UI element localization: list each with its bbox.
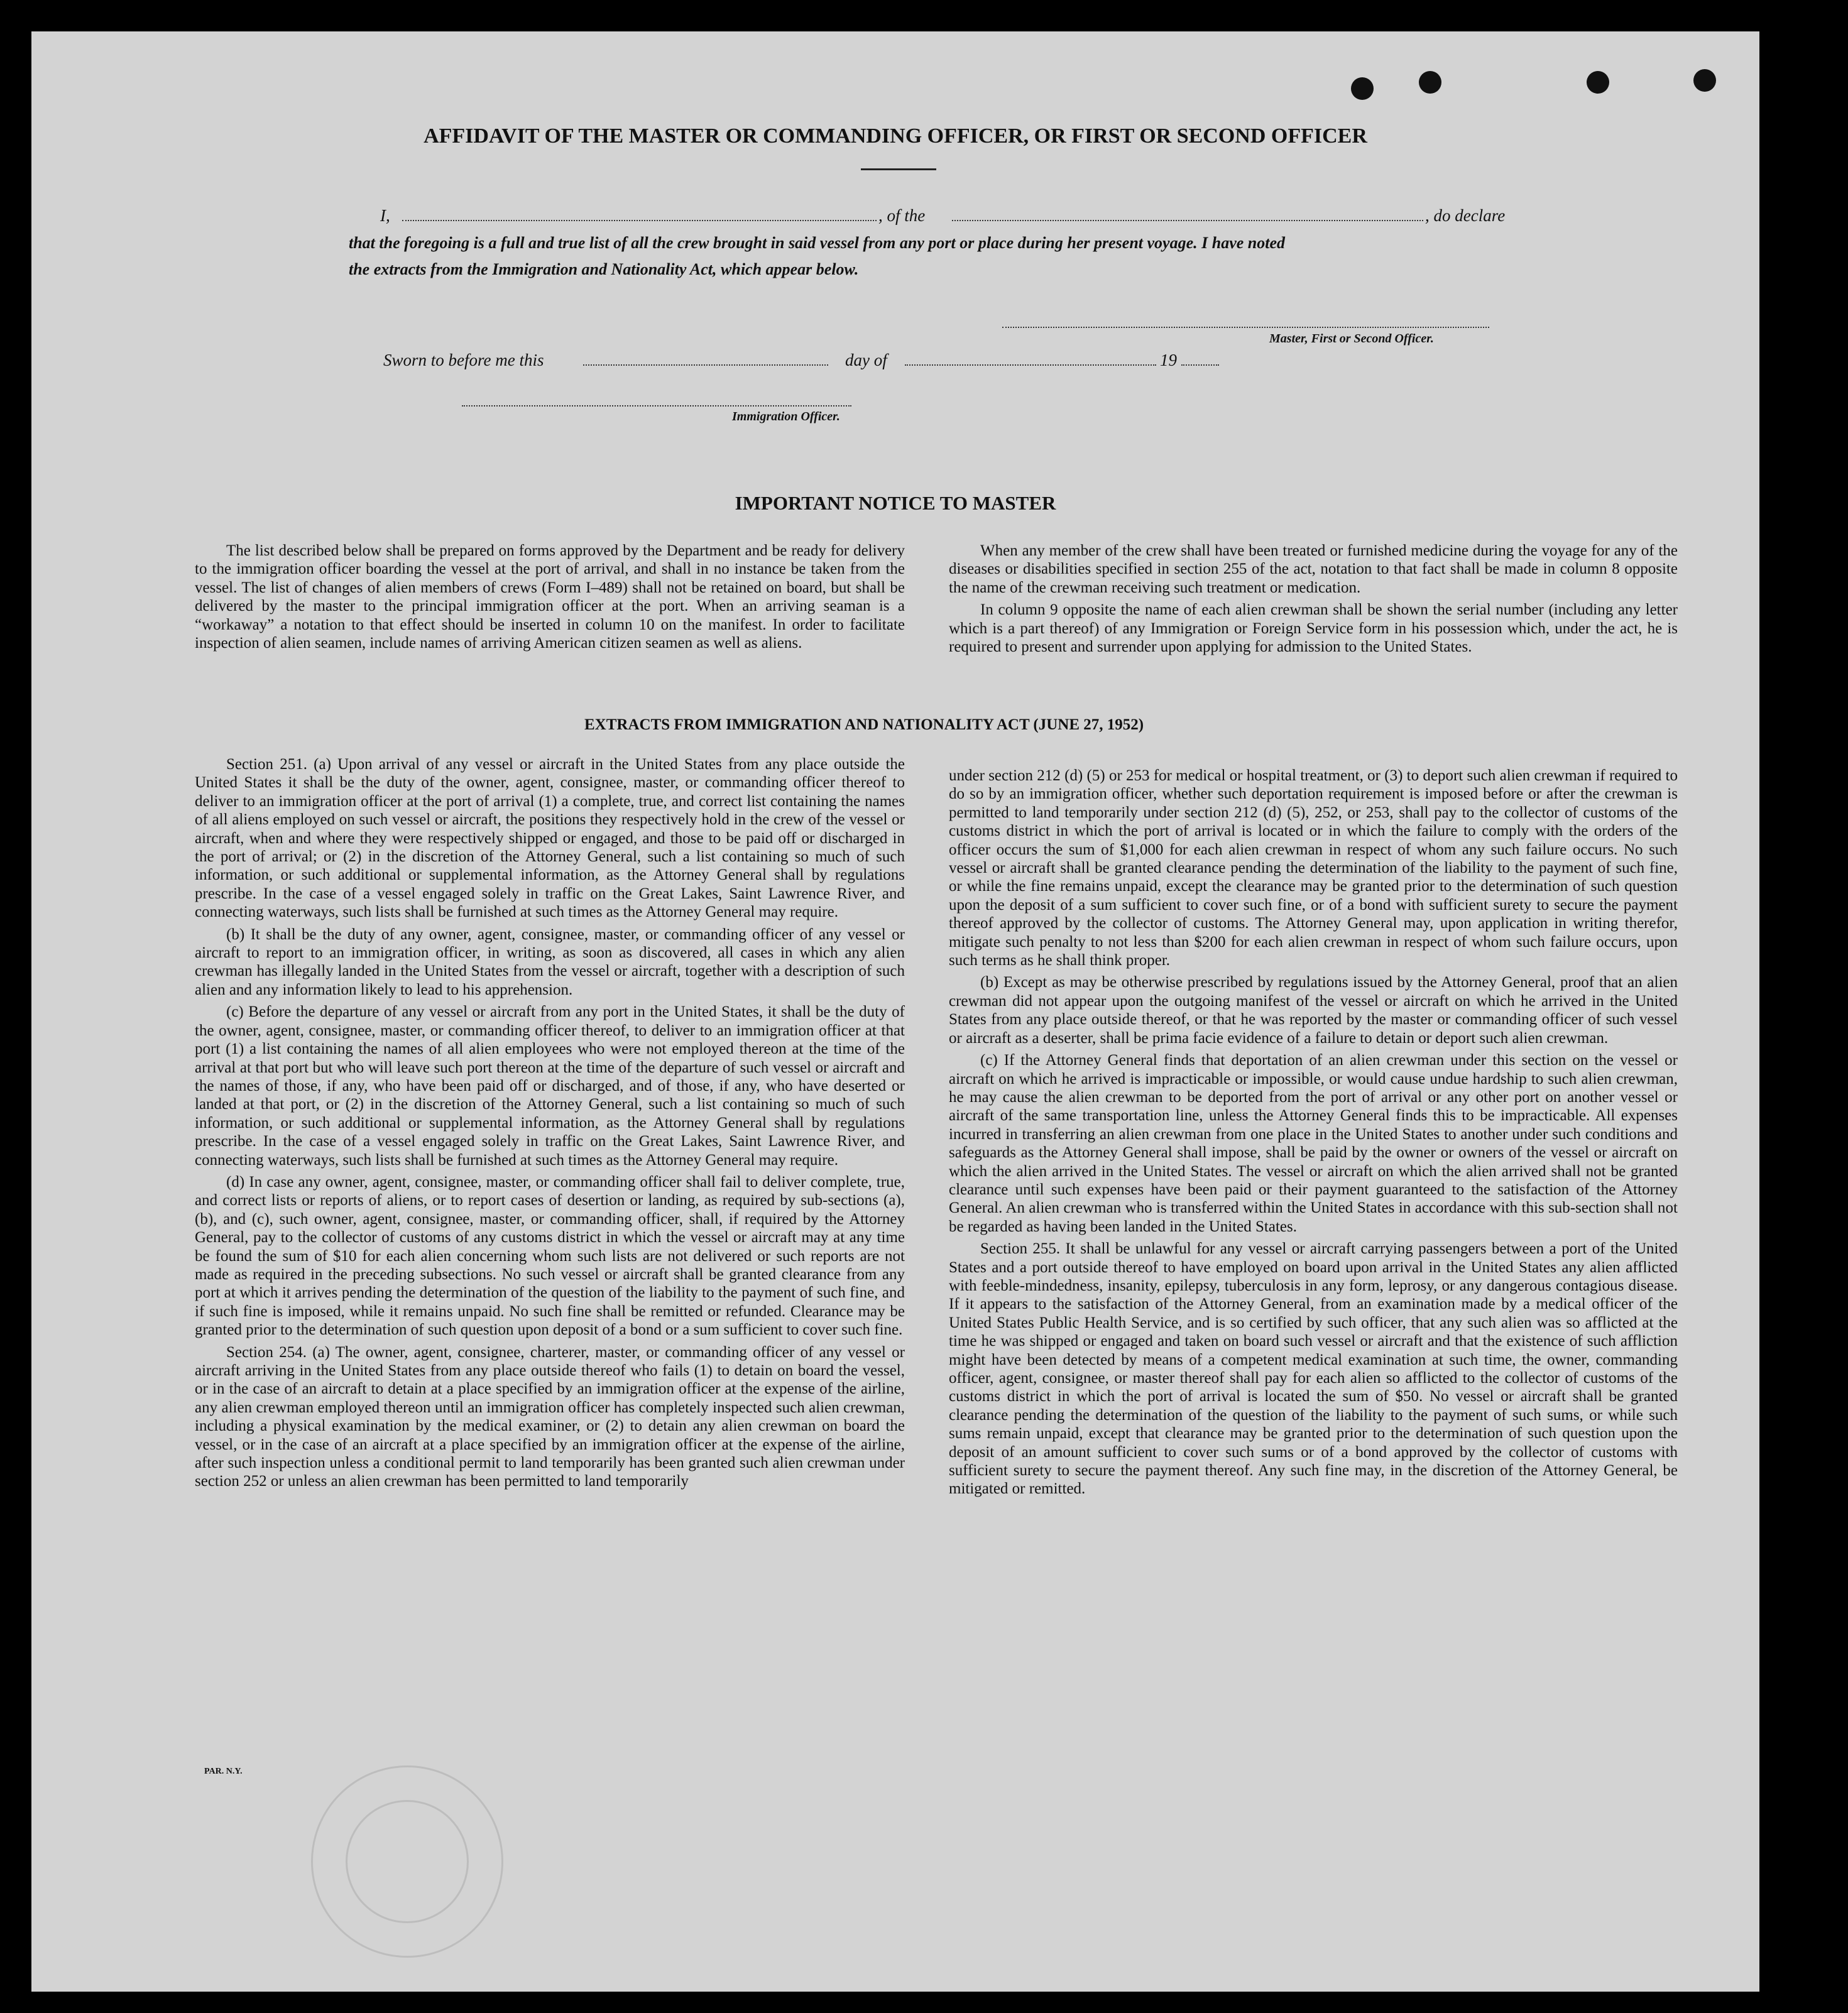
binder-tab-2 [1766,212,1791,288]
affidavit-title: AFFIDAVIT OF THE MASTER OR COMMANDING OFFICER, OR FIRST OR SECOND OFFICER [424,124,1367,148]
punch-hole-4 [1693,69,1716,92]
declare-i: I, [380,206,390,225]
section-254-c: (c) If the Attorney General finds that deportation of an alien crewman under this section on the vessel or aircraft on which he arrived is impracticable or impossible, or would cause undue hardship to such alien crewman, he may cause the alien crewman to be deported from the port of arrival or any other port on another vessel or aircraft of the same transportation line, unless the Attorney General finds this to be impracticable. All expenses incurred in transferring an alien crewman from one place in the United States to another under such conditions and safeguards as the Attorney General shall impose, shall be paid by the owner or owners of the vessel or aircraft on which the alien arrived in the United States. The vessel or aircraft on which the alien arrived shall not be granted clearance until such expenses have been paid or their payment guaranteed to the satisfaction of the Attorney General. An alien crewman who is transferred within the United States in accordance with this sub-section shall not be regarded as having been landed in the United States. [949,1052,1678,1235]
notice-right-paragraph-2: In column 9 opposite the name of each alien crewman shall be shown the serial number (including any letter which is a part thereof) of any Immigration or Foreign Service form in his possession which, under the act, he is required to present and surrender upon applying for admission to the United States. [949,601,1678,656]
extracts-left-column [195,755,905,1495]
declarant-name-field[interactable] [402,220,877,221]
notice-left-paragraph: The list described below shall be prepared on forms approved by the Department and be ready for delivery to the immigration officer boarding the vessel at the port of arrival, and shall in no instance be taken from the vessel. The list of changes of alien members of crews (Form I–489) shall not be retained on board, but shall be delivered by the master to the principal immigration officer at the port. When an arriving seaman is a “workaway” a notation to that effect should be inserted in column 10 on the manifest. In order to facilitate inspection of alien seamen, include names of arriving American citizen seamen as well as aliens. [195,542,905,652]
section-254-b: (b) Except as may be otherwise prescribed by regulations issued by the Attorney General, proof that an alien crewman did not appear upon the outgoing manifest of the vessel or aircraft on which he arrived in the United States from any place outside thereof, or that he was reported by the master or commanding officer of such vessel or aircraft as a deserter, shall be prima facie evidence of a failure to detain or deport such alien crewman. [949,974,1678,1047]
title-rule [861,168,936,170]
signature-master-label: Master, First or Second Officer. [1269,332,1434,346]
vessel-name-field[interactable] [952,220,1423,221]
printer-mark: PAR. N.Y. [204,1767,243,1776]
notice-left-column [195,542,905,656]
year-prefix: 19 [1160,351,1177,369]
immigration-officer-label: Immigration Officer. [732,410,840,423]
immigration-officer-signature-field[interactable] [462,405,851,406]
punch-hole-1 [1351,77,1374,100]
faint-stamp-inner-ring [346,1800,469,1923]
sworn-month-field[interactable] [905,364,1156,366]
sworn-text: Sworn to before me this [383,351,544,369]
sworn-year-field[interactable] [1181,364,1219,366]
notice-title: IMPORTANT NOTICE TO MASTER [735,492,1056,514]
declare-of-the: , of the [878,206,926,225]
notice-right-paragraph-1: When any member of the crew shall have been treated or furnished medicine during the voyage for any of the diseases or disabilities specified in section 255 of the act, notation to that fact shall be made in column 8 opposite the name of the crewman receiving such treatment or medication. [949,542,1678,596]
declare-end: , do declare [1425,206,1506,225]
section-251-b: (b) It shall be the duty of any owner, agent, consignee, master, or commanding officer of any vessel or aircraft to report to an immigration officer, in writing, as soon as discovered, all cases in which any alien crewman has illegally landed in the United States from the vessel or aircraft, together with a description of such alien and any information likely to lead to his apprehension. [195,925,905,998]
section-251-a: Section 251. (a) Upon arrival of any vessel or aircraft in the United States from any place outside the United States it shall be the duty of the owner, agent, consignee, master, or commanding officer thereof to deliver to an immigration officer at the port of arrival (1) a complete, true, and correct list containing the names of all aliens employed on such vessel or aircraft, the positions they respectively hold in the crew of the vessel or aircraft, when and where they were respectively shipped or engaged, and those to be paid off or discharged in the port of arrival; or (2) in the discretion of the Attorney General, such a list containing so much of such information, or such additional or supplemental information, as the Attorney General shall by regulations prescribe. In the case of a vessel engaged solely in traffic on the Great Lakes, Saint Lawrence River, and connecting waterways, such lists shall be furnished at such times as the Attorney General may require. [195,756,905,921]
section-254-a-continued: under section 212 (d) (5) or 253 for medical or hospital treatment, or (3) to deport such alien crewman if required to do so by an immigration officer, whether such deportation requirement is imposed before or after the crewman is permitted to land temporarily under section 212 (d) (5), 252, or 253, shall pay to the collector of customs of the customs district in which the port of arrival is located or in which the failure to comply with the orders of the officer occurs the sum of $1,000 for each alien crewman in respect of whom any such failure occurs. No such vessel or aircraft shall be granted clearance pending the determination of the liability to the payment of such fine, or while the fine remains unpaid, except the clearance may be granted prior to the determination of such question upon the deposit of a sum sufficient to cover such fine, or of a bond with sufficient surety to secure the payment thereof approved by the collector of customs. The Attorney General may, upon application in writing therefor, mitigate such penalty to not less than $200 for each alien crewman in respect of whom such failure occurs, upon such terms as he shall think proper. [949,767,1678,969]
punch-hole-2 [1419,71,1441,94]
notice-right-column [949,542,1678,660]
sworn-day-field[interactable] [583,364,828,366]
extracts-title: EXTRACTS FROM IMMIGRATION AND NATIONALITY ACT (JUNE 27, 1952) [584,716,1144,733]
section-254-a: Section 254. (a) The owner, agent, consignee, charterer, master, or commanding officer of any vessel or aircraft arriving in the United States from any place outside thereof who fails (1) to detain on board the vessel, or in the case of an aircraft to detain at a place specified by an immigration officer at the expense of the airline, any alien crewman employed thereon until an immigration officer has completely inspected such alien crewman, including a physical examination by the medical examiner, or (2) to detain any alien crewman on board the vessel, or in the case of an aircraft at a place specified by an immigration officer at the expense of the airline, after such inspection unless a conditional permit to land temporarily has been granted such alien crewman under section 252 or unless an alien crewman has been permitted to land temporarily [195,1343,905,1490]
day-of-text: day of [845,351,887,369]
affidavit-statement-line-2: the extracts from the Immigration and Nationality Act, which appear below. [349,260,859,278]
binder-tab-1 [1766,112,1791,175]
section-251-c: (c) Before the departure of any vessel or aircraft from any port in the United States, it shall be the duty of the owner, agent, consignee, master, or commanding officer thereof, to deliver to an immigration officer at that port (1) a list containing the names of all alien employees who were not employed thereon at the time of the arrival at that port but who will leave such port thereon at the time of the departure of such vessel or aircraft and the names of those, if any, who have been paid off or discharged, and of those, if any, who have deserted or landed at that port, or (2) in the discretion of the Attorney General, such a list containing so much of such information, or such additional or supplemental information, as the Attorney General shall by regulations prescribe. In the case of a vessel engaged solely in traffic on the Great Lakes, Saint Lawrence River, and connecting waterways, such lists shall be furnished at such times as the Attorney General may require. [195,1003,905,1169]
signature-master-field[interactable] [1002,327,1489,328]
section-251-d: (d) In case any owner, agent, consignee, master, or commanding officer shall fail to deliver complete, true, and correct lists or reports of aliens, or to report cases of desertion or landing, as required by sub-sections (a), (b), and (c), such owner, agent, consignee, master, or commanding officer, shall, if required by the Attorney General, pay to the collector of customs of any customs district in which the vessel or aircraft may at any time be found the sum of $10 for each alien concerning whom such lists are not delivered or such reports are not made as required in the preceding subsections. No such vessel or aircraft shall be granted clearance from any port at which it arrives pending the determination of the question of the liability to the payment of such fine, and if such fine is imposed, while it remains unpaid. No such fine shall be remitted or refunded. Clearance may be granted prior to the determination of such question upon deposit of a bond or a sum sufficient to cover such fine. [195,1173,905,1339]
section-255: Section 255. It shall be unlawful for any vessel or aircraft carrying passengers between a port of the United States and a port outside thereof to have employed on board upon arrival in the United States any alien afflicted with feeble-mindedness, insanity, epilepsy, tuberculosis in any form, leprosy, or any dangerous contagious disease. If it appears to the satisfaction of the Attorney General, from an examination made by a medical officer of the United States Public Health Service, and is so certified by such officer, that any such alien was so afflicted at the time he was shipped or engaged and taken on board such vessel or aircraft and that the existence of such affliction might have been detected by means of a competent medical examination at such time, the owner, commanding officer, agent, consignee, or master thereof shall pay for each alien so afflicted to the collector of customs of the customs district in which the port of arrival is located the sum of $50. No vessel or aircraft shall be granted clearance pending the determination of the question of the liability to the payment of such sums, or while such sums remain unpaid, except that clearance may be granted prior to the determination of such question upon the deposit of an amount sufficient to cover such sums or of a bond approved by the collector of customs with sufficient surety to secure the payment thereof. Any such fine may, in the discretion of the Attorney General, be mitigated or remitted. [949,1240,1678,1498]
punch-hole-3 [1587,71,1609,94]
affidavit-statement-line-1: that the foregoing is a full and true list of all the crew brought in said vessel from any port or place during her present voyage. I have noted [349,234,1286,252]
binder-tab-3 [1766,1577,1791,1671]
document-page [31,31,1759,1992]
extracts-right-column [949,766,1678,1502]
